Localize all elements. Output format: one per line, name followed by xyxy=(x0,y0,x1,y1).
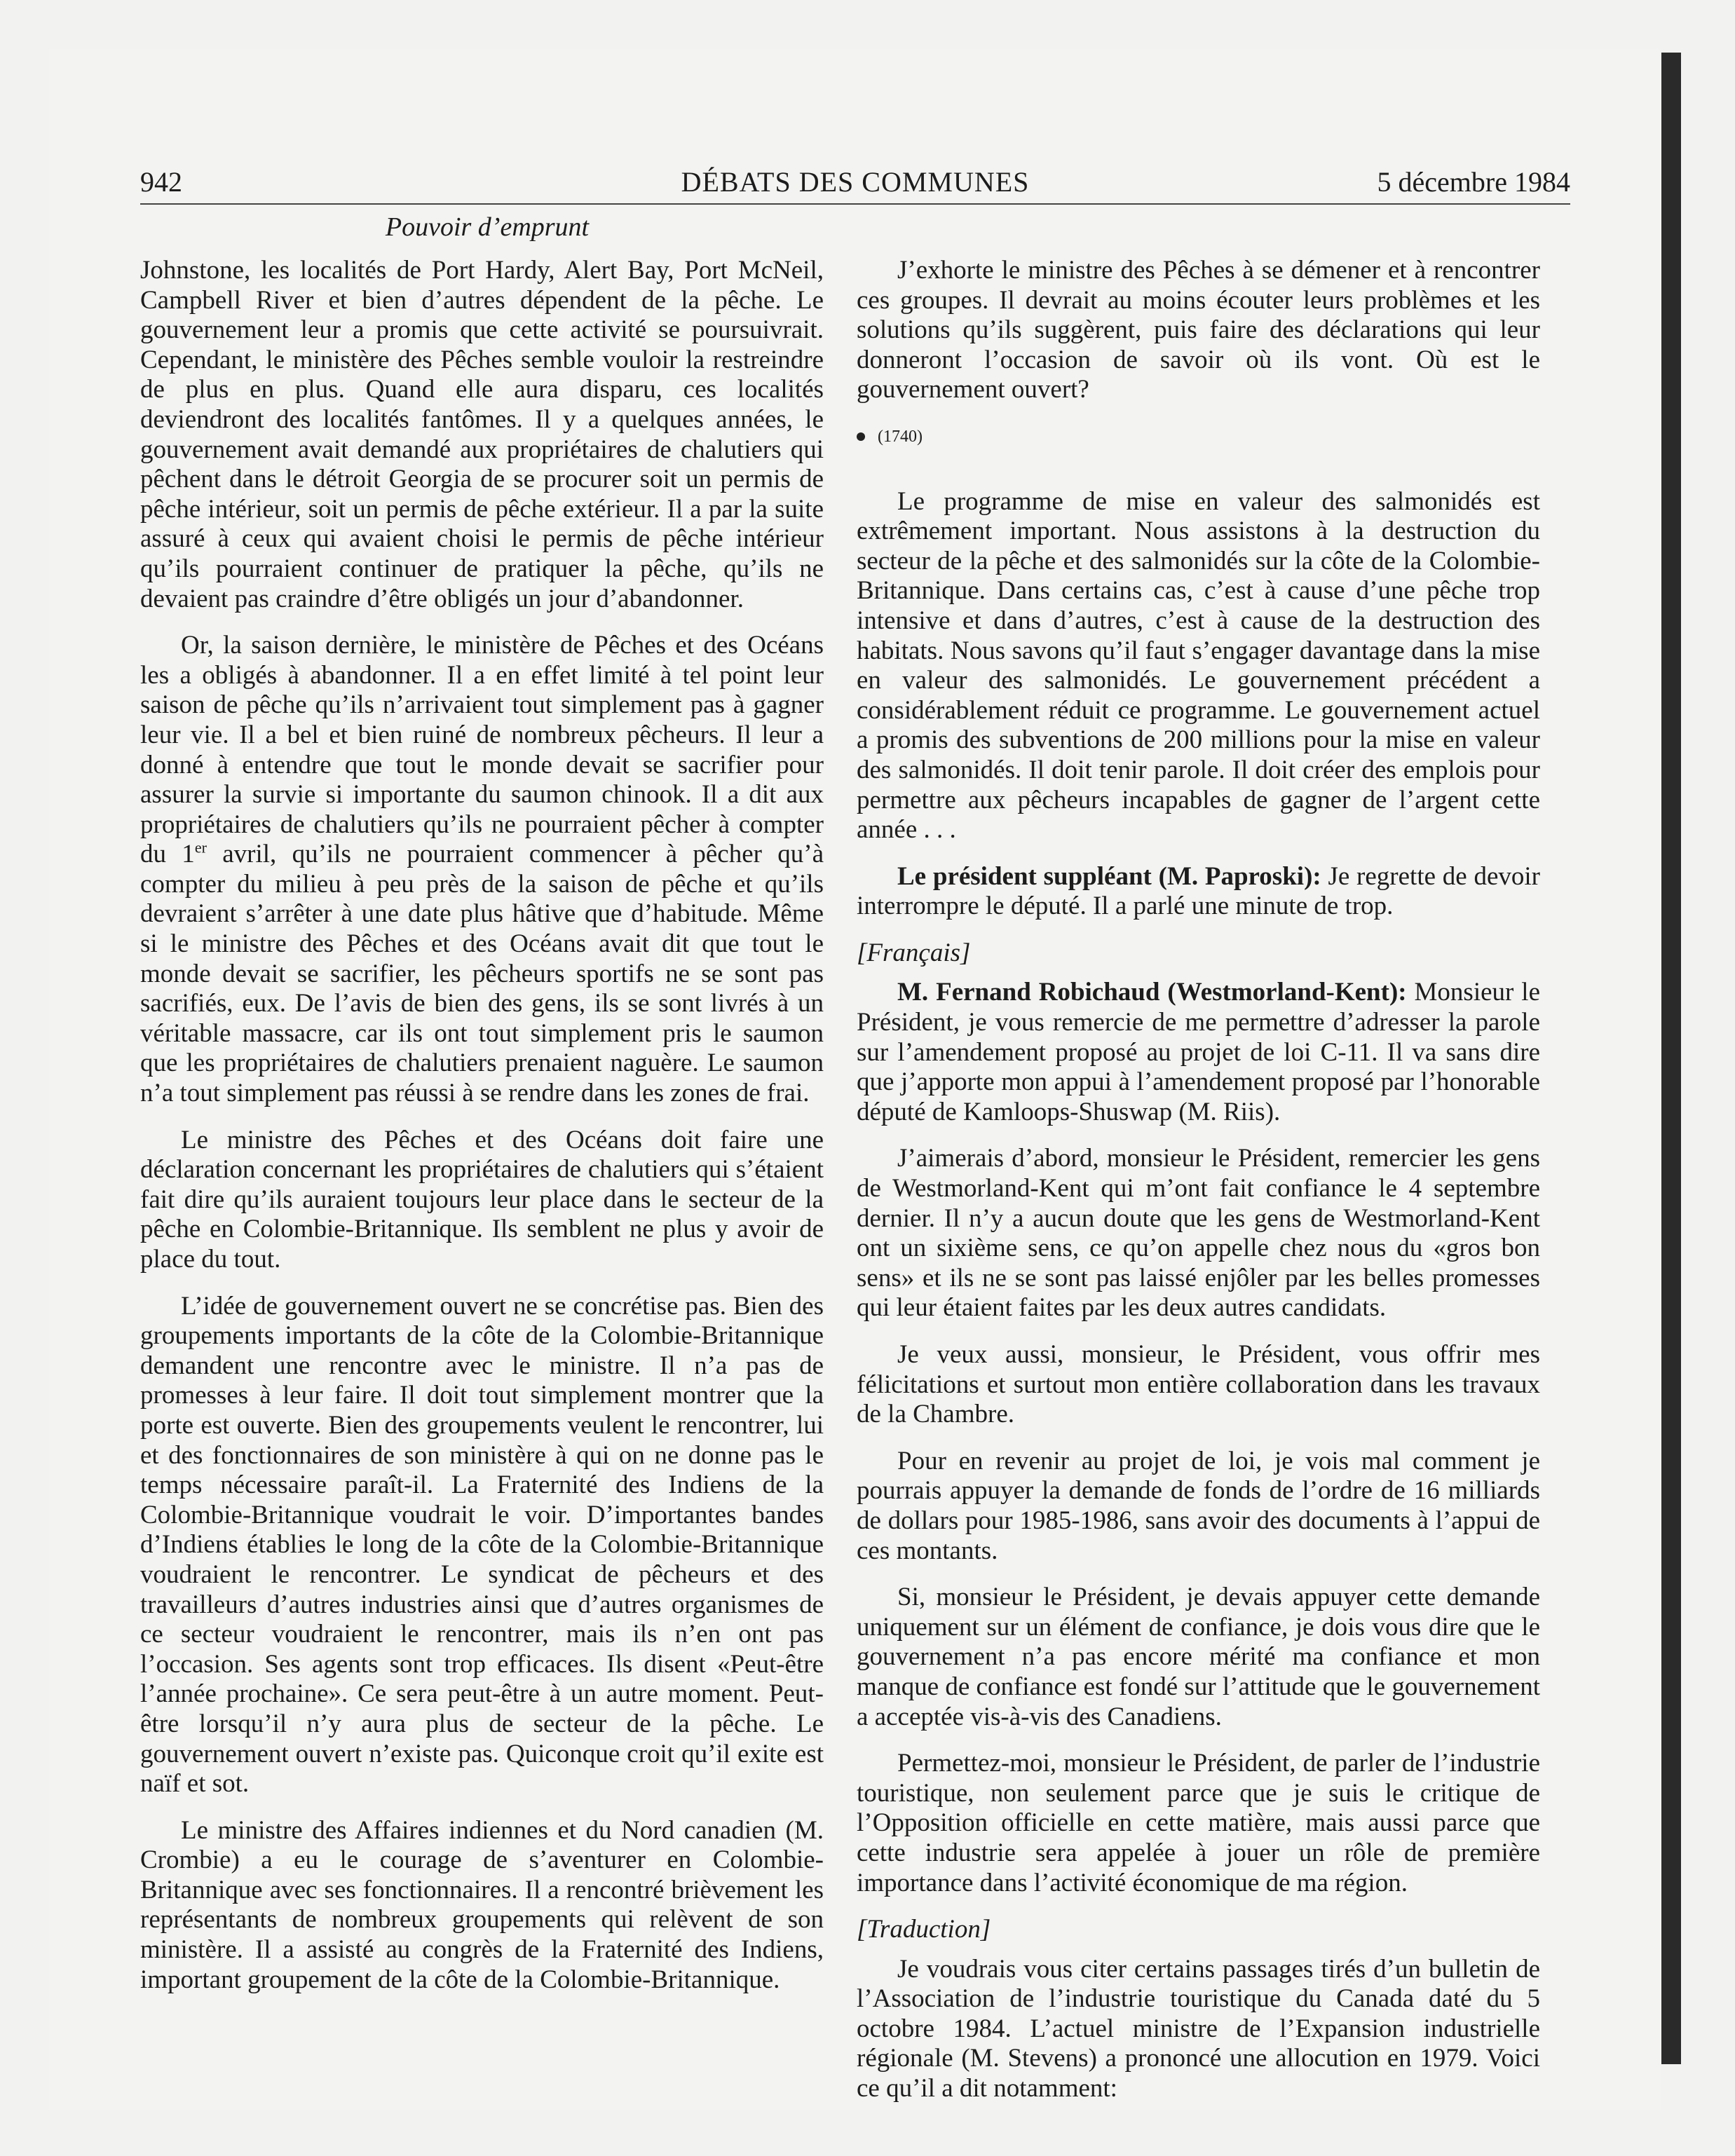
paragraph: Permettez-moi, monsieur le Président, de parler de l’industrie touristique, non seulement parce que je suis le critique de l’Opposition officielle en cette matière, mais aussi parce que cette industrie sera appelée à jouer un rôle de première importance dans l’activité économique de ma région. xyxy=(857,1749,1540,1897)
time-marker-label: (1740) xyxy=(878,427,923,446)
paragraph: Si, monsieur le Président, je devais appuyer cette demande uniquement sur un élément de confiance, je dois vous dire que le gouvernement n’a pas encore mérité ma confiance et mon manque de confiance est fondé sur l’attitude que le gouvernement a acceptée vis-à-vis des Canadiens. xyxy=(857,1583,1540,1731)
publication-title: DÉBATS DES COMMUNES xyxy=(681,166,1030,198)
paragraph: M. Fernand Robichaud (Westmorland-Kent): Monsieur le Président, je vous remercie de me permettre d’adresser la parole sur l’amendement proposé au projet de loi C-11. Il va sans dire que j’apporte mon appui à l’amendement proposé par l’honorable député de Kamloops-Shuswap (M. Riis). xyxy=(857,978,1540,1126)
paragraph: J’exhorte le ministre des Pêches à se démener et à rencontrer ces groupes. Il devrait au moins écouter leurs problèmes et les solutions qu’ils suggèrent, puis faire des déclarations qui leur donneront l’occasion de savoir où ils vont. Où est le gouvernement ouvert? xyxy=(857,256,1540,404)
paragraph: Le ministre des Affaires indiennes et du Nord canadien (M. Crombie) a eu le courage de s’aventurer en Colombie-Britannique avec ses fonctionnaires. Il a rencontré brièvement les représentants de nombreux groupements qui relèvent de son ministère. Il a assisté au congrès de la Fraternité des Indiens, important groupement de la côte de la Colombie-Britannique. xyxy=(140,1815,824,1994)
speaker-detail: (Westmorland-Kent): xyxy=(1167,978,1407,1007)
paragraph: Le ministre des Pêches et des Océans doit faire une déclaration concernant les propriétaires de chalutiers qui s’étaient fait dire qu’ils auraient toujours leur place dans le secteur de la pêche en Colombie-Britannique. Ils semblent ne plus y avoir de place du tout. xyxy=(140,1125,824,1274)
bullet-icon xyxy=(857,432,865,441)
paragraph: Je voudrais vous citer certains passages tirés d’un bulletin de l’Association de l’industrie touristique du Canada daté du 5 octobre 1984. L’actuel ministre de l’Expansion industrielle régionale (M. Stevens) a prononcé une allocution en 1979. Voici ce qu’il a dit notamment: xyxy=(857,1954,1540,2103)
page-header xyxy=(140,161,1570,205)
paragraph: Pour en revenir au projet de loi, je vois mal comment je pourrais appuyer la demande de fonds de l’ordre de 16 milliards de dollars pour 1985-1986, sans avoir des documents à l’appui de ces montants. xyxy=(857,1446,1540,1565)
left-column xyxy=(140,256,824,2012)
section-title: Pouvoir d’emprunt xyxy=(385,212,590,242)
paragraph: Or, la saison dernière, le ministère de Pêches et des Océans les a obligés à abandonner. Il a en effet limité à tel point leur saison de pêche qu’ils n’arrivaient tout simplement pas à gagner leur vie. Il a bel et bien ruiné de nombreux pêcheurs. Il leur a donné à entendre que tout le monde devait se sacrifier pour assurer la survie si importante du saumon chinook. Il a dit aux propriétaires de chalutiers qu’ils ne pourraient pêcher à compter du 1er avril, qu’ils ne pourraient commencer à pêcher qu’à compter du milieu à peu près de la saison de pêche et qu’ils devraient s’arrêter à une date plus hâtive que d’habitude. Même si le ministre des Pêches et des Océans avait dit que tout le monde devait se sacrifier, les pêcheurs sportifs ne se sont pas sacrifiés, eux. De l’avis de bien des gens, ils se sont livrés à un véritable massacre, car ils ont tout simplement pris le saumon que les propriétaires de chalutiers prenaient naguère. Le saumon n’a tout simplement pas réussi à se rendre dans les zones de frai. xyxy=(140,631,824,1108)
speaker-name: Le président suppléant xyxy=(897,861,1152,891)
time-marker xyxy=(857,422,1540,452)
paragraph: Je veux aussi, monsieur, le Président, vous offrir mes félicitations et surtout mon entière collaboration dans les travaux de la Chambre. xyxy=(857,1340,1540,1429)
speaker-detail: (M. Paproski): xyxy=(1158,861,1321,891)
right-column xyxy=(857,256,1540,2121)
language-tag: [Traduction] xyxy=(857,1915,991,1944)
scan-edge-bar xyxy=(1661,53,1681,2064)
language-tag: [Français] xyxy=(857,938,971,967)
speaker-name: M. Fernand Robichaud xyxy=(897,978,1160,1007)
paragraph: J’aimerais d’abord, monsieur le Président, remercier les gens de Westmorland-Kent qui m’ont fait confiance le 4 septembre dernier. Il n’y a aucun doute que les gens de Westmorland-Kent ont un sixième sens, ce qu’on appelle chez nous du «gros bon sens» et ils ne se sont pas laissé enjôler par les belles promesses qui leur étaient faites par les deux autres candidats. xyxy=(857,1144,1540,1323)
paragraph: L’idée de gouvernement ouvert ne se concrétise pas. Bien des groupements importants de la côte de la Colombie-Britannique demandent une rencontre avec le ministre. Il n’a pas de promesses à leur faire. Il doit tout simplement montrer que la porte est ouverte. Bien des groupements veulent le rencontrer, lui et des fonctionnaires de son ministère à qui on ne donne pas le temps nécessaire paraît-il. La Fraternité des Indiens de la Colombie-Britannique voudrait le voir. D’importantes bandes d’Indiens établies le long de la côte de la Colombie-Britannique voudraient le rencontrer. Le syndicat de pêcheurs et des travailleurs d’autres industries ainsi que d’autres organismes de ce secteur voudraient le rencontrer, mais ils n’en ont pas l’occasion. Ses agents sont trop efficaces. Ils disent «Peut-être l’année prochaine». Ce sera peut-être à un autre moment. Peut-être lorsqu’il n’y aura plus de secteur de la pêche. Le gouvernement ouvert n’existe pas. Quiconque croit qu’il exite est naïf et sot. xyxy=(140,1291,824,1799)
publication-date: 5 décembre 1984 xyxy=(1377,166,1570,198)
page-number: 942 xyxy=(140,166,182,198)
paragraph: Johnstone, les localités de Port Hardy, Alert Bay, Port McNeil, Campbell River et bien d’autres dépendent de la pêche. Le gouvernement leur a promis que cette activité se poursuivrait. Cependant, le ministère des Pêches semble vouloir la restreindre de plus en plus. Quand elle aura disparu, ces localités deviendront des localités fantômes. Il y a quelques années, le gouvernement avait demandé aux propriétaires de chalutiers qui pêchent dans le détroit Georgia de se procurer soit un permis de pêche intérieur, soit un permis de pêche extérieur. Il a par la suite assuré à ceux qui avaient choisi le permis de pêche intérieur qu’ils pourraient continuer de pratiquer la pêche, qu’ils ne devaient pas craindre d’être obligés un jour d’abandonner. xyxy=(140,256,824,613)
paragraph: Le président suppléant (M. Paproski): Je regrette de devoir interrompre le député. Il a parlé une minute de trop. xyxy=(857,861,1540,921)
paragraph: Le programme de mise en valeur des salmonidés est extrêmement important. Nous assistons à la destruction du secteur de la pêche et des salmonidés sur la côte de la Colombie-Britannique. Dans certains cas, c’est à cause d’une pêche trop intensive et dans d’autres, c’est à cause de la destruction des habitats. Nous savons qu’il faut s’engager davantage dans la mise en valeur des salmonidés. Le gouvernement précédent a considérablement réduit ce programme. Le gouvernement actuel a promis des subventions de 200 millions pour la mise en valeur des salmonidés. Il doit tenir parole. Il doit créer des emplois pour permettre aux pêcheurs incapables de gagner de l’argent cette année . . . xyxy=(857,486,1540,845)
